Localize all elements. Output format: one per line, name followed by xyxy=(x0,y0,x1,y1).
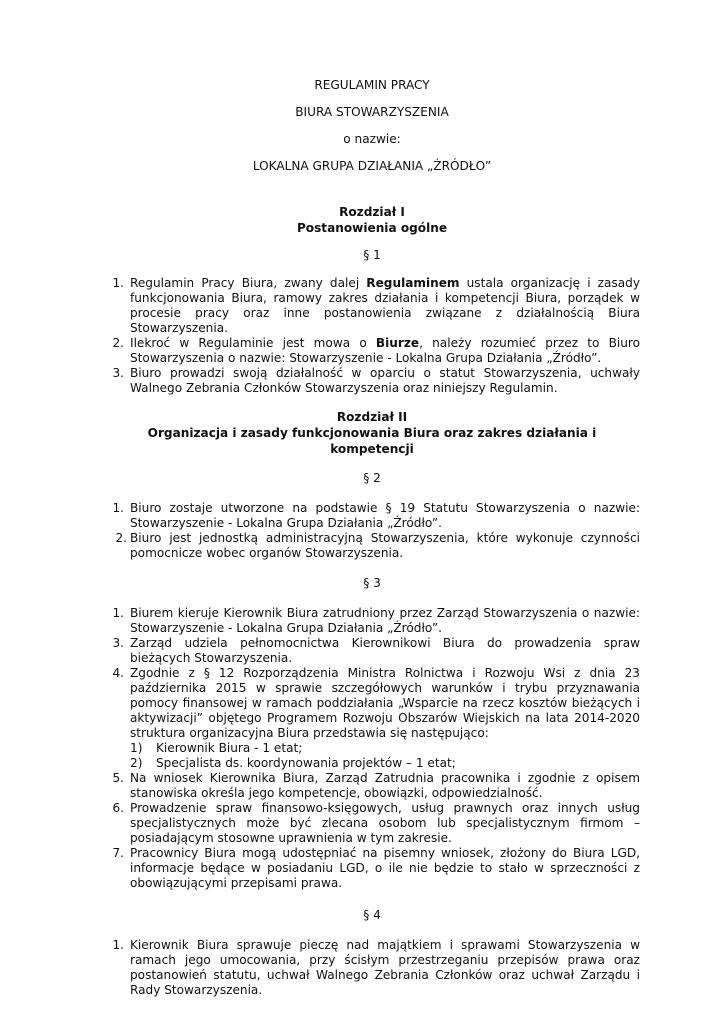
section-3-list xyxy=(104,606,640,891)
header-subtitle: BIURA STOWARZYSZENIA xyxy=(295,105,449,119)
list-item xyxy=(104,276,640,336)
chapter-1-title: Rozdział I xyxy=(339,205,405,219)
item-text: Biurem kieruje Kierownik Biura zatrudniony przez Zarząd Stowarzyszenia o nazwie: Stowarzyszenie - Lokalna Grupa Działania „Źródło”. xyxy=(130,606,640,635)
chapter-2-title: Rozdział II xyxy=(336,410,408,424)
item-number: 6. xyxy=(112,801,124,815)
item-number: 2. xyxy=(115,531,127,545)
sub-item-text: Specjalista ds. koordynowania projektów – 1 etat; xyxy=(156,756,456,770)
header-title: REGULAMIN PRACY xyxy=(314,78,430,92)
list-item xyxy=(104,938,640,998)
item-text: Prowadzenie spraw finansowo-księgowych, usług prawnych oraz innych usług specjalistycznych może być zlecana osobom lub specjalistycznym firmom – posiadającym stosowne uprawnienia w tym zakresie. xyxy=(130,801,640,845)
section-4-label: § 4 xyxy=(363,908,381,922)
item-text: Biuro zostaje utworzone na podstawie § 19 Statutu Stowarzyszenia o nazwie: Stowarzyszenie - Lokalna Grupa Działania „Źródło”. xyxy=(130,501,640,530)
section-1-label: § 1 xyxy=(363,248,381,262)
item-number: 3. xyxy=(112,636,124,650)
item-number: 5. xyxy=(112,771,124,785)
item-text-end: , należy rozumieć przez to Biuro Stowarzyszenia o nazwie: Stowarzyszenie - Lokalna Grupa Działania „Źródło”. xyxy=(130,336,640,365)
section-2-label: § 2 xyxy=(363,471,381,485)
header-name-label: o nazwie: xyxy=(343,132,401,146)
item-term-bold: Biurze xyxy=(375,336,420,350)
item-text: Zarząd udziela pełnomocnictwa Kierownikowi Biura do prowadzenia spraw bieżących Stowarzyszenia. xyxy=(130,636,640,665)
item-number: 1. xyxy=(112,938,124,952)
list-item xyxy=(104,771,640,801)
item-text: Biuro jest jednostką administracyjną Stowarzyszenia, które wykonuje czynności pomocnicze wobec organów Stowarzyszenia. xyxy=(130,531,640,560)
sub-list-item xyxy=(130,741,640,756)
item-text-start: Ilekroć w Regulaminie jest mowa o xyxy=(130,336,376,350)
item-number: 3. xyxy=(112,366,124,380)
list-item xyxy=(104,801,640,846)
header-organization-name: LOKALNA GRUPA DZIAŁANIA „ŹRÓDŁO” xyxy=(252,159,492,173)
list-item xyxy=(104,606,640,636)
chapter-2-subtitle: Organizacja i zasady funkcjonowania Biura oraz zakres działania i kompetencji xyxy=(147,426,597,456)
chapter-1-heading xyxy=(104,204,640,236)
sub-item-number: 2) xyxy=(130,756,143,770)
document-header xyxy=(104,78,640,174)
item-number: 1. xyxy=(112,606,124,620)
item-text: Pracownicy Biura mogą udostępniać na pisemny wniosek, złożony do Biura LGD, informacje będące w posiadaniu LGD, o ile nie będzie to stało w sprzeczności z obowiązującymi przepisami prawa. xyxy=(130,846,640,890)
item-number: 1. xyxy=(112,501,124,515)
chapter-1-subtitle: Postanowienia ogólne xyxy=(296,221,448,235)
list-item xyxy=(104,501,640,531)
item-text-start: Regulamin Pracy Biura, zwany dalej xyxy=(130,276,367,290)
section-1-list xyxy=(104,276,640,396)
item-number: 7. xyxy=(112,846,124,860)
staff-structure-list xyxy=(130,741,640,771)
item-text: Zgodnie z § 12 Rozporządzenia Ministra Rolnictwa i Rozwoju Wsi z dnia 23 października 2015 w sprawie szczegółowych warunków i trybu przyznawania pomocy finansowej w ramach poddziałania „Wsparcie na rzecz kosztów bieżących i aktywizacji” objętego Programem Rozwoju Obszarów Wiejskich na lata 2014-2020 struktura organizacyjna Biura przedstawia się następująco: xyxy=(130,666,640,740)
list-item xyxy=(104,531,640,561)
list-item xyxy=(104,366,640,396)
list-item xyxy=(104,336,640,366)
sub-item-text: Kierownik Biura - 1 etat; xyxy=(156,741,303,755)
item-number: 4. xyxy=(112,666,124,680)
item-term-bold: Regulaminem xyxy=(366,276,460,290)
item-text: Kierownik Biura sprawuje pieczę nad majątkiem i sprawami Stowarzyszenia w ramach jego umocowania, przy ścisłym przestrzeganiu przepisów prawa oraz postanowień statutu, uchwał Walnego Zebrania Członków oraz uchwał Zarządu i Rady Stowarzyszenia. xyxy=(130,938,640,997)
section-4-list xyxy=(104,938,640,998)
list-item xyxy=(104,636,640,666)
item-text: Biuro prowadzi swoją działalność w oparciu o statut Stowarzyszenia, uchwały Walnego Zebrania Członków Stowarzyszenia oraz niniejszy Regulamin. xyxy=(130,366,640,395)
section-2-list xyxy=(104,501,640,561)
item-text-end: ustala organizację i zasady funkcjonowania Biura, ramowy zakres działania i kompetencji Biura, porządek w procesie pracy oraz inne postanowienia związane z działalnością Biura Stowarzyszenia. xyxy=(130,276,640,335)
list-item xyxy=(104,666,640,771)
item-text: Na wniosek Kierownika Biura, Zarząd Zatrudnia pracownika i zgodnie z opisem stanowiska określa jego kompetencje, obowiązki, odpowiedzialność. xyxy=(130,771,640,800)
sub-list-item xyxy=(130,756,640,771)
list-item xyxy=(104,846,640,891)
chapter-2-heading xyxy=(104,409,640,457)
item-number: 1. xyxy=(112,276,124,290)
sub-item-number: 1) xyxy=(130,741,143,755)
section-3-label: § 3 xyxy=(363,576,381,590)
item-number: 2. xyxy=(112,336,124,350)
